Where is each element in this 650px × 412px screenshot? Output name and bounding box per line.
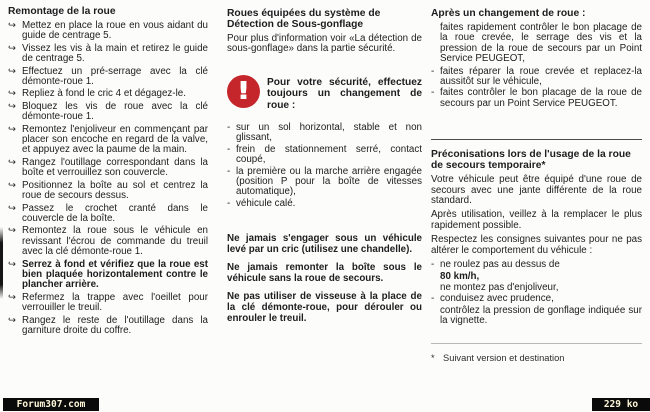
step-text: Refermez la trappe avec l'oeillet pour verrouiller le treuil. [22,291,208,314]
footnote-divider [431,343,642,344]
step-arrow-icon: ↪ [8,20,16,31]
dash-bullet: - [227,197,231,209]
rule-text: conduisez avec prudence, [440,293,554,305]
safety-warning [227,75,422,111]
warning-paragraph: Ne jamais s'engager sous un véhicule levé par un cric (utilisez une chandelle). [227,233,422,256]
instruction-step [8,125,208,156]
step-text: Passez le crochet cranté dans le couvercle de la boîte. [22,202,208,224]
watermark-forum-label: Forum307.com [3,398,99,411]
usage-rules-list [431,260,642,326]
step-text: Bloquez les vis de roue avec la clé démonte-roue 1. [22,100,208,123]
warning-paragraph: Ne jamais remonter la boîte sous le véhicule sans la roue de secours. [227,262,422,285]
instruction-step [8,89,208,99]
step-text: Positionnez la boîte au sol et centrez la roue de secours dessus. [22,179,208,202]
after-change-item: faites rapidement contrôler le bon placage de la roue crevée, le serrage des vis et la pression de la roue de secours par un Point Service PEUGEOT, [440,22,642,65]
dash-bullet: - [431,87,435,99]
step-arrow-icon: ↪ [8,156,16,168]
step-arrow-icon: ↪ [8,179,16,191]
step-text: Remontez l'enjoliveur en commençant par placer son encoche en regard de la valve, et appuyez avec la paume de la main. [22,123,208,156]
step-text: Repliez à fond le cric 4 et dégagez-le. [22,88,186,100]
instruction-step [8,260,208,291]
column-wheel-refitting [8,6,208,338]
step-arrow-icon: ↪ [8,314,16,326]
usage-rule-item [431,272,642,282]
condition-item [227,199,422,209]
column-after-wheel-change [431,8,642,363]
intro-paragraph: Pour plus d'information voir «La détection de sous-gonflage» dans la partie sécurité. [227,33,422,55]
rule-text: contrôlez la pression de gonflage indiquée sur la vignette. [440,304,642,327]
step-arrow-icon: ↪ [8,202,16,214]
section-title-sous-gonflage: Roues équipées du système de Détection de Sous-gonflage [227,8,381,30]
step-arrow-icon: ↪ [8,123,16,135]
instruction-step [8,102,208,123]
step-arrow-icon: ↪ [8,258,16,270]
instruction-step [8,158,208,179]
dash-bullet [431,272,440,282]
condition-text: frein de stationnement serré, contact coupé, [236,143,422,166]
section-divider [431,139,642,140]
condition-text: sur un sol horizontal, stable et non glissant, [236,122,422,144]
instruction-step [8,316,208,337]
after-change-item [431,88,642,109]
file-size-badge: 229 ko [592,398,650,411]
condition-item [227,145,422,166]
rule-text: ne montez pas d'enjoliveur, [440,281,559,293]
after-change-text: faites contrôler le bon placage de la roue de secours par un Point Service PEUGEOT. [440,87,642,109]
usage-rule-item [431,283,642,293]
scan-artifact-left-edge [0,227,3,299]
rule-text: ne roulez pas au dessus de [440,259,560,271]
instruction-step [8,181,208,202]
step-text: Rangez le reste de l'outillage dans la garniture droite du coffre. [22,314,208,336]
step-text: Rangez l'outillage correspondant dans la boîte et verrouillez son couvercle. [22,156,208,179]
dash-bullet: - [431,65,435,77]
dash-bullet: - [227,122,231,134]
paragraph: Respectez les consignes suivantes pour ne pas altérer le comportement du véhicule : [431,234,642,256]
instruction-step [8,226,208,257]
condition-item [227,167,422,198]
step-text: Mettez en place la roue en vous aidant du guide de centrage 5. [22,20,208,42]
usage-rule-item [431,306,642,327]
step-arrow-icon: ↪ [8,88,16,100]
footnote [431,353,642,363]
step-text: Serrez à fond et vérifiez que la roue est bien plaquée horizontalement contre le plancher arrière. [22,258,208,291]
after-change-text: faites réparer la roue crevée et replacez-la aussitôt sur le véhicule, [440,65,642,88]
warning-paragraph: Ne pas utiliser de visseuse à la place de la clé démonte-roue, pour dérouler ou enrouler le treuil. [227,291,422,325]
instruction-step [8,44,208,65]
dash-bullet: - [431,259,435,271]
instruction-step [8,67,208,88]
footnote-text: Suivant version et destination [443,352,565,363]
column-underinflation-and-safety [227,8,422,324]
dash-bullet: - [431,293,435,305]
dash-bullet: - [227,143,231,155]
warning-icon [227,75,260,108]
dash-bullet [431,283,440,293]
step-text: Remontez la roue sous le véhicule en revissant l'écrou de commande du treuil avec la clé démonte-roue 1. [22,225,208,258]
condition-text: véhicule calé. [236,197,296,209]
paragraph: Votre véhicule peut être équipé d'une roue de secours avec une jante différente de la roue standard. [431,174,642,207]
step-text: Effectuez un pré-serrage avec la clé démonte-roue 1. [22,65,208,88]
after-change-item [431,67,642,88]
warning-text: Pour votre sécurité, effectuez toujours un changement de roue : [267,76,422,111]
dash-bullet: - [227,165,231,177]
instruction-step [8,204,208,225]
rule-text: 80 km/h, [440,270,480,282]
instruction-step [8,21,208,42]
condition-item [227,123,422,144]
step-arrow-icon: ↪ [8,225,16,237]
conditions-list [227,123,422,209]
step-arrow-icon: ↪ [8,65,16,77]
dash-bullet [431,306,440,327]
condition-text: la première ou la marche arrière engagée (position P pour la boîte de vitesses automatique), [236,165,422,198]
step-arrow-icon: ↪ [8,42,16,54]
section-title-remontage: Remontage de la roue [8,6,116,17]
paragraph: Après utilisation, veillez à la remplacer le plus rapidement possible. [431,209,642,231]
usage-rule-item [431,294,642,304]
exclamation-glyph: ! [237,75,250,105]
step-text: Vissez les vis à la main et retirez le guide de centrage 5. [22,42,208,65]
usage-rule-item [431,260,642,270]
instruction-step [8,293,208,314]
step-arrow-icon: ↪ [8,100,16,112]
step-arrow-icon: ↪ [8,291,16,303]
footnote-asterisk: * [431,352,435,363]
section-title-apres-changement: Après un changement de roue : [431,8,586,19]
section-title-preconisations: Préconisations lors de l'usage de la roue de secours temporaire* [431,149,631,172]
